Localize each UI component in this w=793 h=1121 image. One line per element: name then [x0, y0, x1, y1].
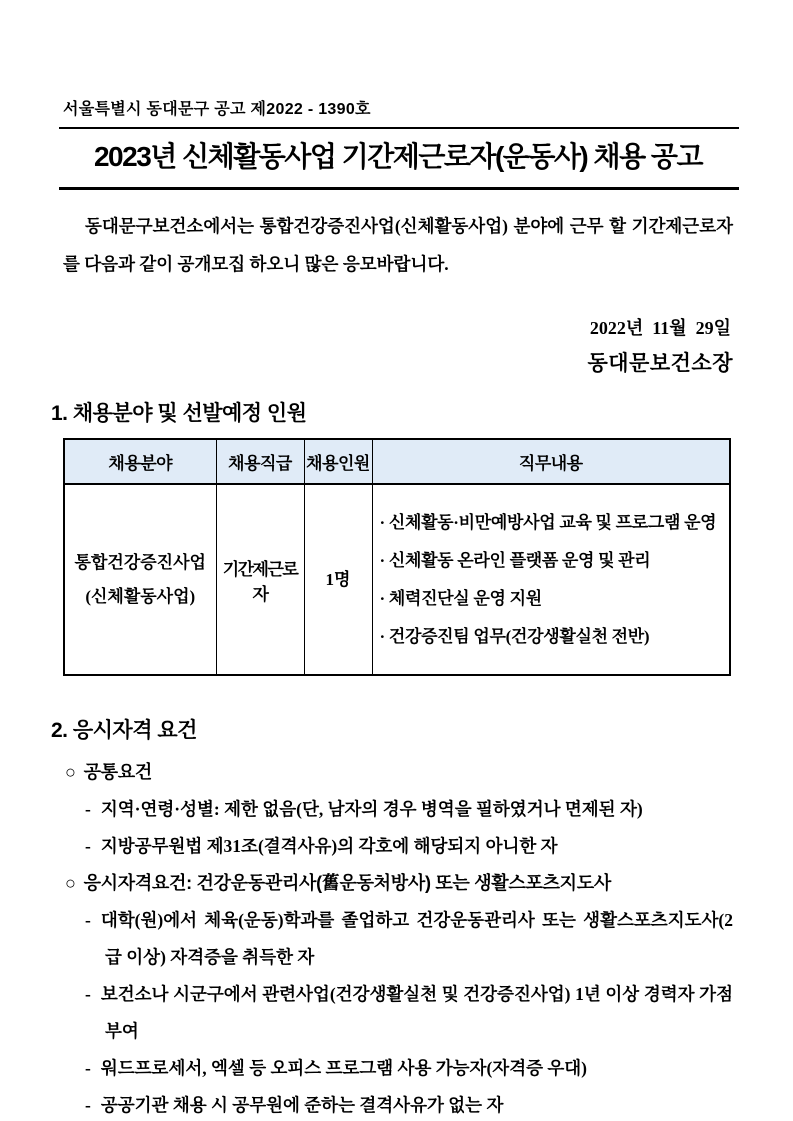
- section2-heading: 2. 응시자격 요건: [51, 719, 197, 742]
- cell-duties: [372, 484, 730, 675]
- requirement-text: 대학(원)에서 체육(운동)학과를 졸업하고 건강운동관리사 또는 생활스포츠지도사(2급 이상) 자격증을 취득한 자: [100, 910, 733, 967]
- circle-bullet-icon: ○: [65, 762, 76, 782]
- dash-bullet-icon: -: [85, 984, 91, 1004]
- intro-paragraph: 동대문구보건소에서는 통합건강증진사업(신체활동사업) 분야에 근무 할 기간제근로자를 다음과 같이 공개모집 하오니 많은 응모바랍니다.: [63, 216, 733, 274]
- column-header-count: 채용인원: [304, 439, 372, 484]
- column-header-duties: 직무내용: [372, 439, 730, 484]
- requirement-text: 보건소나 시군구에서 관련사업(건강생활실천 및 건강증진사업) 1년 이상 경력자 가점부여: [100, 984, 733, 1041]
- cell-field: [64, 484, 216, 675]
- field-line1: 통합건강증진사업: [74, 552, 206, 572]
- requirement-text: 공공기관 채용 시 공무원에 준하는 결격사유가 없는 자: [100, 1095, 504, 1115]
- table-header-row: [64, 439, 730, 484]
- requirement-item: [85, 791, 733, 828]
- dash-bullet-icon: -: [85, 1095, 91, 1115]
- cell-grade: 기간제근로자: [216, 484, 304, 675]
- dash-bullet-icon: -: [85, 799, 91, 819]
- requirement-group-common: [65, 754, 733, 791]
- circle-bullet-icon: ○: [65, 873, 76, 893]
- duty-item: · 건강증진팀 업무(건강생활실천 전반): [379, 626, 650, 646]
- dash-bullet-icon: -: [85, 1058, 91, 1078]
- page-title: 2023년 신체활동사업 기간제근로자(운동사) 채용 공고: [93, 141, 703, 172]
- requirement-text: 공통요건: [83, 762, 152, 782]
- recruitment-table: [63, 438, 731, 676]
- requirement-item: [85, 1050, 733, 1087]
- dash-bullet-icon: -: [85, 836, 91, 856]
- requirement-item: [85, 828, 733, 865]
- document-number: 서울특별시 동대문구 공고 제2022 - 1390호: [63, 101, 371, 118]
- requirement-text: 워드프로세서, 엑셀 등 오피스 프로그램 사용 가능자(자격증 우대): [100, 1058, 588, 1078]
- duty-item: · 신체활동·비만예방사업 교육 및 프로그램 운영: [379, 512, 717, 532]
- section1-heading: 1. 채용분야 및 선발예정 인원: [51, 402, 307, 425]
- requirement-text: 지역·연령·성별: 제한 없음(단, 남자의 경우 병역을 필하였거나 면제된 자): [100, 799, 643, 819]
- header-divider-top: [59, 127, 739, 129]
- requirement-text: 지방공무원법 제31조(결격사유)의 각호에 해당되지 아니한 자: [100, 836, 558, 856]
- requirement-group-qualification: [65, 865, 733, 902]
- announcement-date: 2022년 11월 29일: [589, 318, 731, 338]
- column-header-field: 채용분야: [64, 439, 216, 484]
- table-row: [64, 484, 730, 675]
- requirement-item: [85, 1087, 733, 1121]
- dash-bullet-icon: -: [85, 910, 91, 930]
- header-divider-bottom: [59, 187, 739, 190]
- duty-item: · 신체활동 온라인 플랫폼 운영 및 관리: [379, 550, 651, 570]
- duty-item: · 체력진단실 운영 지원: [379, 588, 542, 608]
- cell-count: 1명: [304, 484, 372, 675]
- requirement-item: [85, 902, 733, 976]
- column-header-grade: 채용직급: [216, 439, 304, 484]
- field-line2: (신체활동사업): [85, 586, 196, 606]
- requirements-list: [63, 754, 733, 1121]
- requirement-item: [85, 976, 733, 1050]
- issuer-name: 동대문보건소장: [587, 352, 733, 375]
- requirement-text: 응시자격요건: 건강운동관리사(舊운동처방사) 또는 생활스포츠지도사: [83, 873, 611, 893]
